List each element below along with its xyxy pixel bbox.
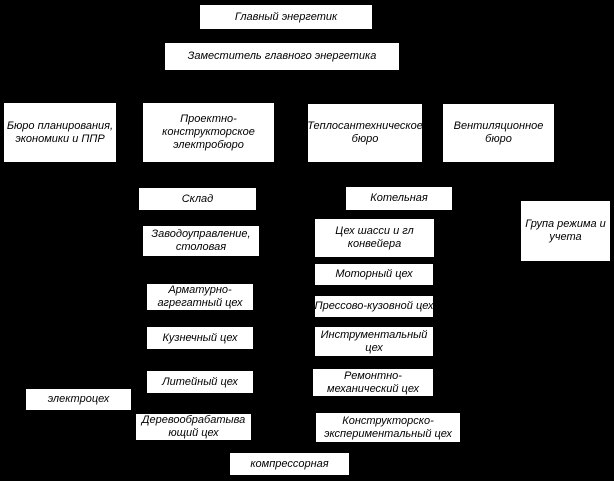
node-electrical-shop: электроцех: [25, 388, 132, 411]
node-chief-power-engineer: Главный энергетик: [199, 4, 373, 30]
node-press-body-shop: Прессово-кузовной цех: [314, 295, 434, 318]
node-warehouse: Склад: [138, 187, 257, 211]
node-plant-administration-canteen: Заводоуправление, столовая: [142, 225, 260, 257]
node-boiler-house: Котельная: [345, 186, 453, 211]
node-woodworking-shop: Деревообрабатывающий цех: [135, 413, 252, 441]
node-tool-shop: Инструментальный цех: [314, 326, 434, 357]
node-foundry-shop: Литейный цех: [146, 370, 254, 394]
node-forge-shop: Кузнечный цех: [146, 326, 254, 350]
node-compressor-station: компрессорная: [229, 452, 350, 476]
node-motor-shop: Моторный цех: [314, 263, 434, 286]
node-heating-sanitary-bureau: Теплосантехническое бюро: [307, 103, 423, 163]
node-repair-mechanical-shop: Ремонтно-механический цех: [312, 368, 434, 397]
node-deputy-chief-power-engineer: Заместитель главного энергетика: [164, 42, 400, 71]
node-ventilation-bureau: Вентиляционное бюро: [442, 103, 555, 163]
node-regime-accounting-group: Група режима и учета: [520, 200, 611, 262]
node-chassis-conveyor-shop: Цех шасси и гл конвейера: [314, 218, 435, 258]
node-armature-aggregate-shop: Арматурно-агрегатный цех: [146, 283, 254, 311]
node-design-electro-bureau: Проектно-конструкторское электробюро: [142, 102, 275, 163]
node-planning-economics-bureau: Бюро планирования, экономики и ППР: [3, 102, 117, 163]
node-design-experimental-shop: Конструкторско-экспериментальный цех: [315, 412, 461, 443]
